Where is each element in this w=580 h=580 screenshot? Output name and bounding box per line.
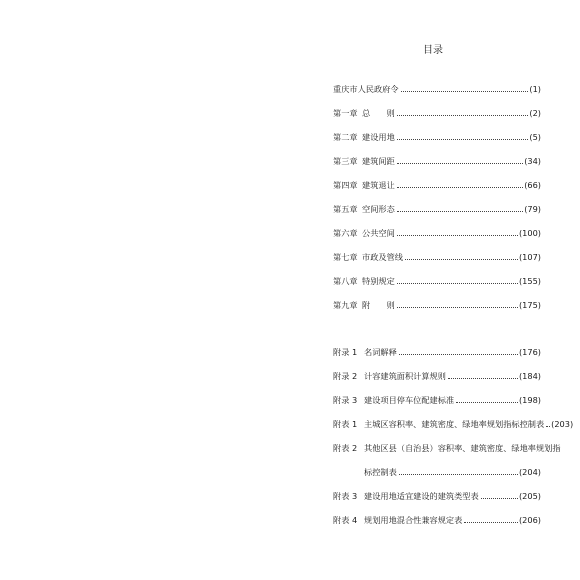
toc-entry-number: 第六章 <box>333 228 358 238</box>
toc-entry-label: 建设项目停车位配建标准 <box>364 395 455 405</box>
dot-leader <box>397 307 518 308</box>
toc-entry-page: (206) <box>518 515 541 525</box>
toc-entry-number: 第三章 <box>333 156 358 166</box>
toc-entry-chapter-5[interactable] <box>333 200 541 214</box>
toc-entry-chapter-6[interactable] <box>333 224 541 238</box>
dot-leader <box>399 354 518 355</box>
dot-leader <box>397 115 529 116</box>
toc-entry-page: (2) <box>529 108 541 118</box>
toc-entry-number: 第九章 <box>333 300 358 310</box>
dot-leader <box>397 187 523 188</box>
toc-entry-page: (79) <box>524 204 541 214</box>
toc-entry-label: 名词解释 <box>364 347 397 357</box>
toc-entry-number: 附表 4 <box>333 515 358 525</box>
toc-entry-table-2[interactable] <box>333 439 561 453</box>
toc-entry-label: 计容建筑面积计算规则 <box>364 371 446 381</box>
toc-entry-label: 主城区容积率、建筑密度、绿地率规划指标控制表 <box>364 419 545 429</box>
toc-entry-page: (66) <box>524 180 541 190</box>
dot-leader <box>399 474 518 475</box>
toc-entry-label: 建设用地适宜建设的建筑类型表 <box>364 491 479 501</box>
dot-leader <box>397 163 523 164</box>
toc-entry-number: 附录 2 <box>333 371 358 381</box>
toc-entry-number: 第一章 <box>333 108 358 118</box>
toc-entry-page: (107) <box>518 252 541 262</box>
toc-entry-label: 其他区县（自治县）容积率、建筑密度、绿地率规划指 <box>364 443 561 453</box>
toc-entry-label: 标控制表 <box>364 467 397 477</box>
toc-entry-appendix-3[interactable] <box>333 391 541 405</box>
dot-leader <box>405 259 518 260</box>
dot-leader <box>397 283 518 284</box>
toc-entry-page: (1) <box>529 84 541 94</box>
toc-entry-label: 建筑间距 <box>362 156 395 166</box>
toc-entry-number: 第五章 <box>333 204 358 214</box>
toc-entry-label: 空间形态 <box>362 204 395 214</box>
toc-entry-number: 附表 3 <box>333 491 358 501</box>
toc-entry-chapter-3[interactable] <box>333 152 541 166</box>
toc-entry-chapter-9[interactable] <box>333 296 541 310</box>
toc-entry-number: 第八章 <box>333 276 358 286</box>
toc-entry-number: 第四章 <box>333 180 358 190</box>
toc-entry-table-1[interactable] <box>333 415 574 429</box>
toc-entry-page: (204) <box>518 467 541 477</box>
toc-entry-label: 特别规定 <box>362 276 395 286</box>
toc-entry-number: 附表 2 <box>333 443 358 453</box>
toc-entry-page: (176) <box>518 347 541 357</box>
toc-entry-number: 第七章 <box>333 252 358 262</box>
toc-entry-page: (34) <box>524 156 541 166</box>
toc-entry-page: (5) <box>529 132 541 142</box>
toc-entry-appendix-2[interactable] <box>333 367 541 381</box>
toc-entry-page: (100) <box>518 228 541 238</box>
toc-entry-number: 第二章 <box>333 132 358 142</box>
dot-leader <box>448 378 518 379</box>
dot-leader <box>401 91 529 92</box>
toc-entry-government-order[interactable] <box>333 80 541 94</box>
toc-entry-page: (175) <box>518 300 541 310</box>
toc-entry-number: 附录 3 <box>333 395 358 405</box>
toc-entry-chapter-1[interactable] <box>333 104 541 118</box>
toc-entry-chapter-4[interactable] <box>333 176 541 190</box>
toc-entry-table-3[interactable] <box>333 487 541 501</box>
toc-entry-label: 总 则 <box>362 108 395 118</box>
toc-entry-label: 建筑退让 <box>362 180 395 190</box>
toc-entry-page: (205) <box>518 491 541 501</box>
toc-entry-chapter-2[interactable] <box>333 128 541 142</box>
toc-entry-page: (198) <box>518 395 541 405</box>
toc-entry-appendix-1[interactable] <box>333 343 541 357</box>
dot-leader <box>397 211 523 212</box>
toc-entry-label: 规划用地混合性兼容规定表 <box>364 515 463 525</box>
toc-entry-number: 附录 1 <box>333 347 358 357</box>
toc-entry-number: 附表 1 <box>333 419 358 429</box>
toc-entry-table-4[interactable] <box>333 511 541 525</box>
dot-leader <box>456 402 518 403</box>
toc-entry-label: 公共空间 <box>362 228 395 238</box>
toc-entry-label: 附 则 <box>362 300 395 310</box>
page-title: 目录 <box>423 45 443 56</box>
toc-entry-page: (155) <box>518 276 541 286</box>
toc-entry-label: 建设用地 <box>362 132 395 142</box>
dot-leader <box>397 235 518 236</box>
toc-entry-chapter-8[interactable] <box>333 272 541 286</box>
toc-entry-page: (203) <box>551 419 574 429</box>
toc-entry-page: (184) <box>518 371 541 381</box>
toc-entry-chapter-7[interactable] <box>333 248 541 262</box>
dot-leader <box>397 139 529 140</box>
toc-entry-label: 市政及管线 <box>362 252 403 262</box>
toc-entry-table-2-continued[interactable] <box>333 463 541 477</box>
toc-entry-label: 重庆市人民政府令 <box>333 84 399 94</box>
dot-leader <box>481 498 518 499</box>
dot-leader <box>464 522 518 523</box>
dot-leader <box>546 426 550 427</box>
